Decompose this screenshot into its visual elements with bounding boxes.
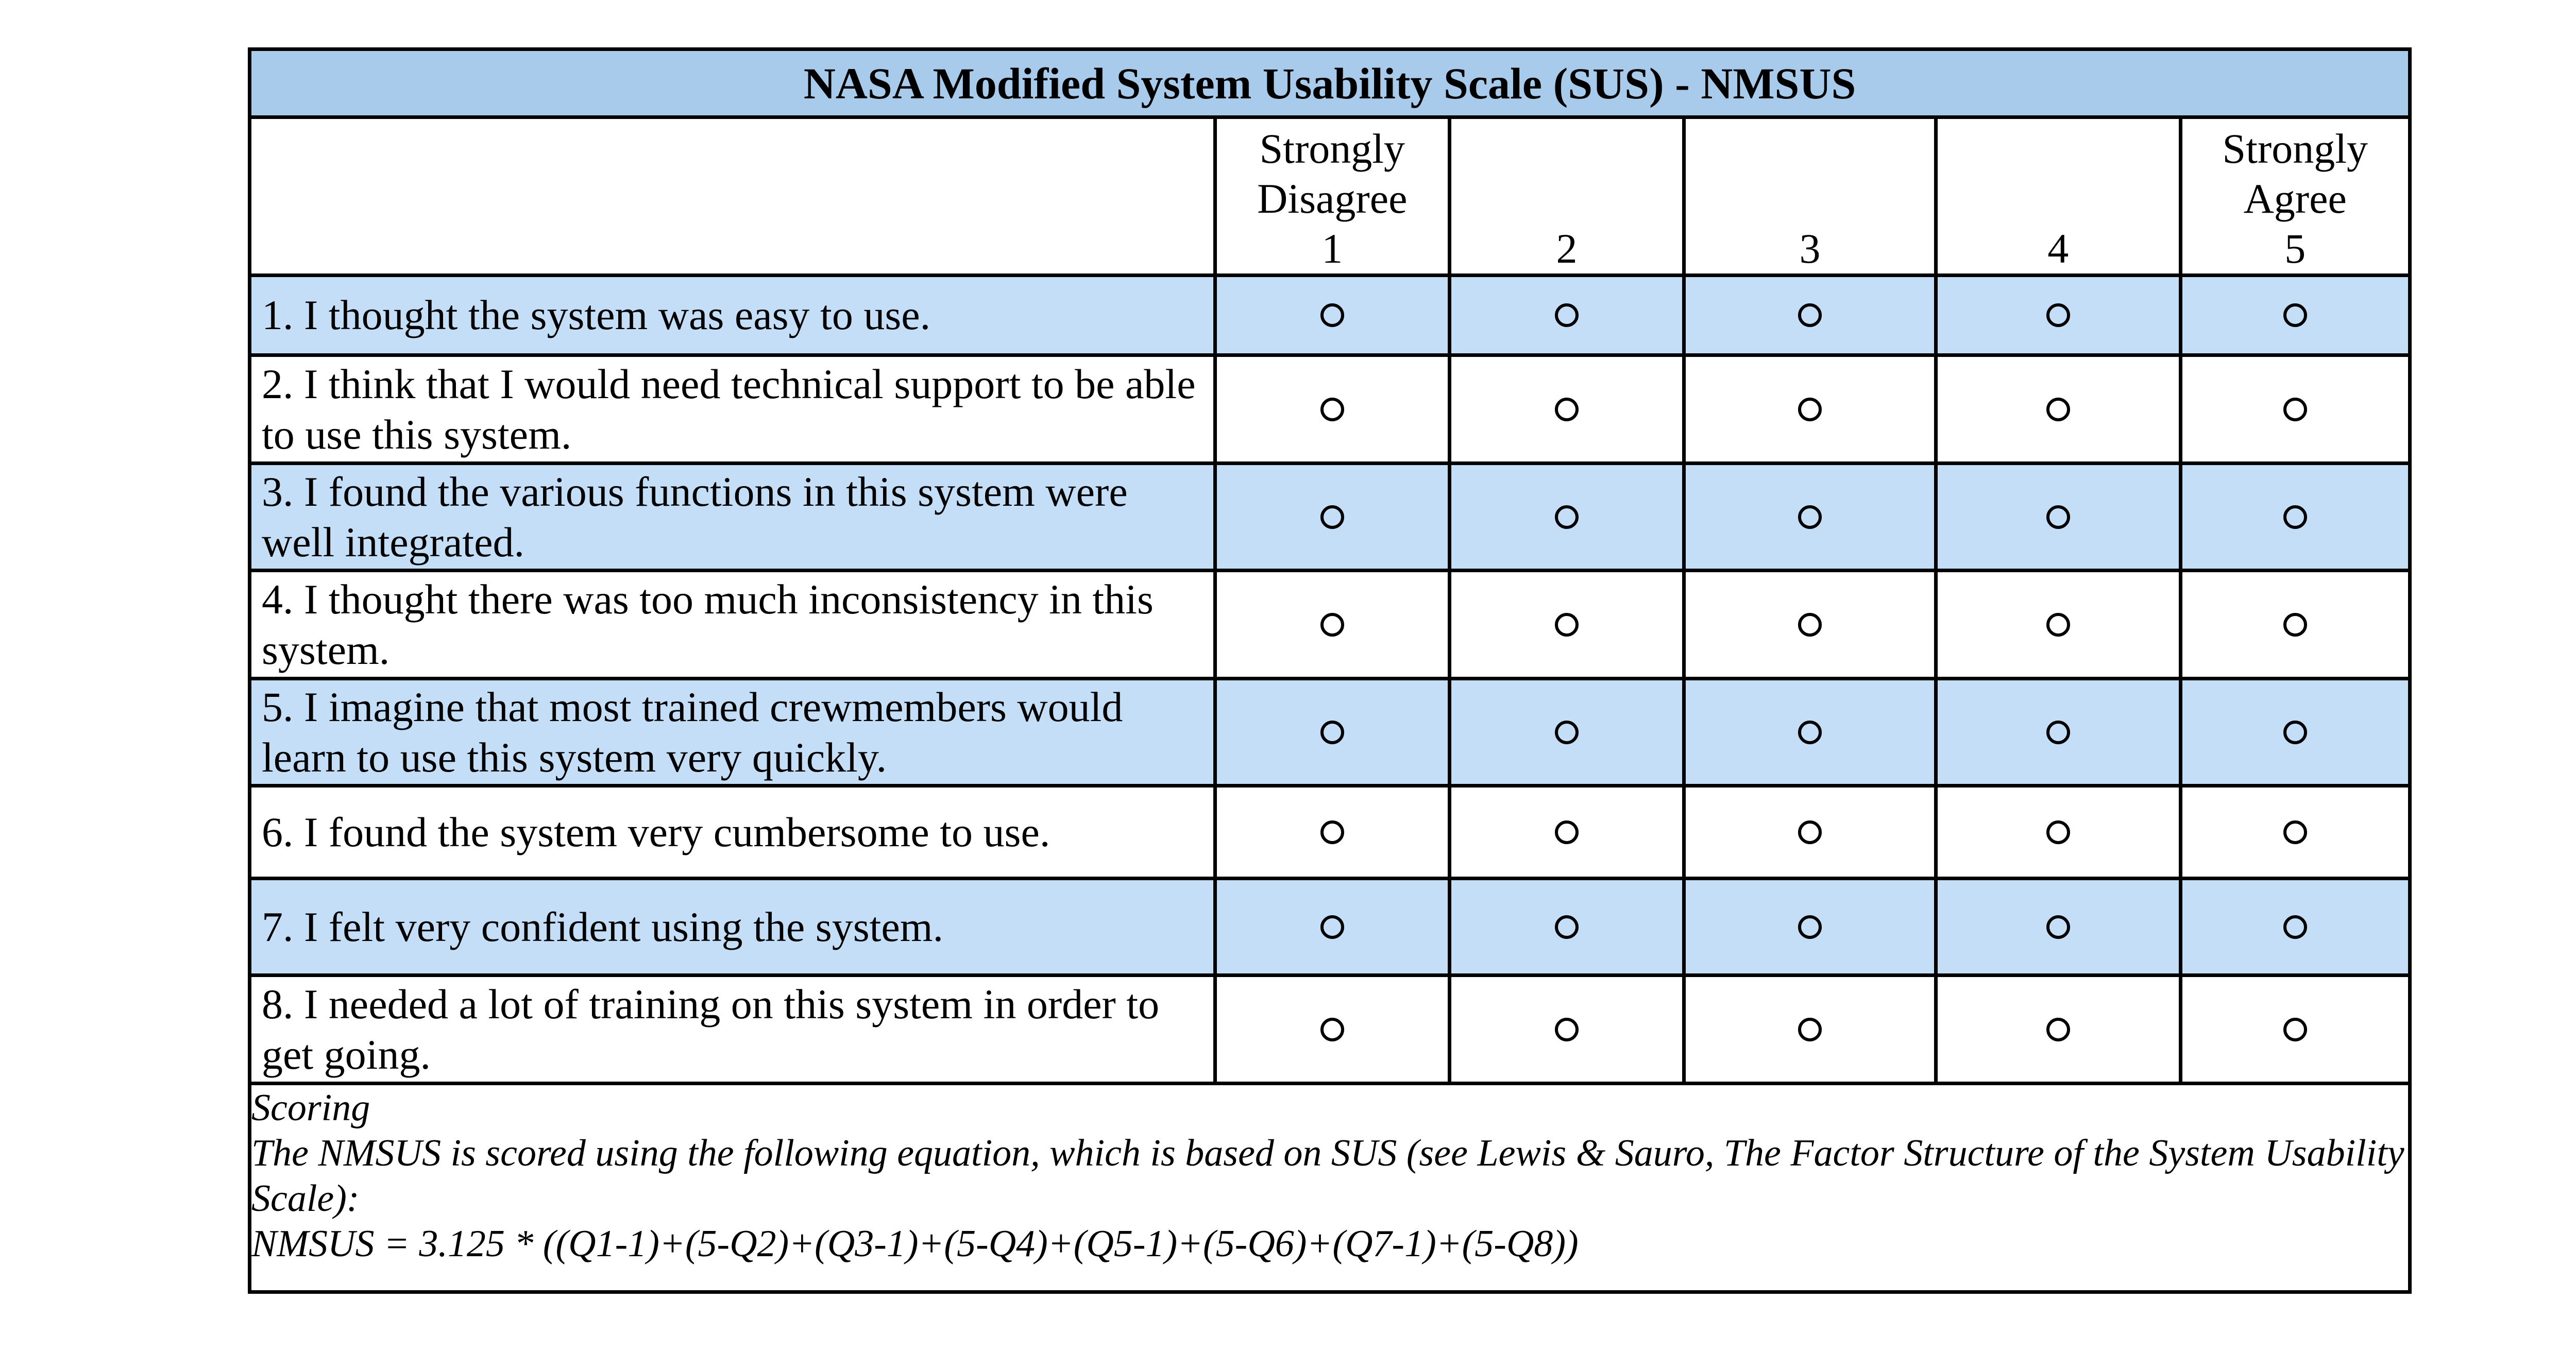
radio-circle-icon[interactable] [2283, 721, 2307, 744]
radio-circle-icon[interactable] [1555, 820, 1579, 844]
scale-header-3 [1684, 117, 1936, 276]
scale-header-3-num: 3 [1799, 225, 1821, 272]
scale-header-1-mid: Disagree [1257, 175, 1408, 222]
question-text-5: 5. I imagine that most trained crewmembers would learn to use this system very quickly. [250, 679, 1215, 786]
question-row-1 [250, 276, 2410, 355]
scale-header-5-mid: Agree [2243, 175, 2347, 222]
scale-header-5-top: Strongly [2222, 125, 2368, 172]
radio-circle-icon[interactable] [1798, 1018, 1822, 1041]
radio-circle-icon[interactable] [2046, 820, 2070, 844]
radio-circle-icon[interactable] [1320, 613, 1344, 637]
radio-circle-icon[interactable] [1555, 613, 1579, 637]
statement-header-blank [250, 117, 1215, 276]
scoring-description: The NMSUS is scored using the following equation, which is based on SUS (see Lewis & Sauro, The Factor Structure of the System Usability Scale): [251, 1132, 2404, 1220]
radio-circle-icon[interactable] [1320, 820, 1344, 844]
question-text-2: 2. I think that I would need technical support to be able to use this system. [250, 355, 1215, 464]
radio-circle-icon[interactable] [1798, 820, 1822, 844]
form-title: NASA Modified System Usability Scale (SUS) - NMSUS [250, 49, 2410, 117]
radio-circle-icon[interactable] [1798, 303, 1822, 327]
scale-header-5-num: 5 [2284, 225, 2306, 272]
radio-circle-icon[interactable] [1798, 398, 1822, 421]
question-row-6 [250, 786, 2410, 879]
radio-circle-icon[interactable] [2046, 303, 2070, 327]
radio-circle-icon[interactable] [2283, 398, 2307, 421]
radio-circle-icon[interactable] [2046, 915, 2070, 939]
scoring-section [250, 1084, 2410, 1292]
question-row-4 [250, 571, 2410, 679]
radio-circle-icon[interactable] [1798, 613, 1822, 637]
scoring-cell [250, 1084, 2410, 1292]
scale-header-1-num: 1 [1321, 225, 1343, 272]
question-row-5 [250, 679, 2410, 786]
scale-header-2-num: 2 [1556, 225, 1578, 272]
scale-header-5 [2180, 117, 2410, 276]
radio-circle-icon[interactable] [2046, 1018, 2070, 1041]
scale-header-4-num: 4 [2047, 225, 2069, 272]
scoring-equation: NMSUS = 3.125 * ((Q1-1)+(5-Q2)+(Q3-1)+(5-Q4)+(Q5-1)+(5-Q6)+(Q7-1)+(5-Q8)) [251, 1223, 1579, 1265]
radio-circle-icon[interactable] [2046, 505, 2070, 529]
scale-header-1 [1215, 117, 1449, 276]
nmsus-table [248, 47, 2412, 1294]
scoring-heading: Scoring [251, 1087, 370, 1129]
question-row-3 [250, 464, 2410, 571]
radio-circle-icon[interactable] [2283, 505, 2307, 529]
radio-circle-icon[interactable] [1798, 505, 1822, 529]
radio-circle-icon[interactable] [2283, 915, 2307, 939]
radio-circle-icon[interactable] [2046, 398, 2070, 421]
radio-circle-icon[interactable] [1798, 721, 1822, 744]
scale-header-2 [1449, 117, 1684, 276]
question-row-2 [250, 355, 2410, 464]
radio-circle-icon[interactable] [1555, 303, 1579, 327]
question-text-6: 6. I found the system very cumbersome to use. [250, 786, 1215, 879]
radio-circle-icon[interactable] [1798, 915, 1822, 939]
radio-circle-icon[interactable] [1555, 505, 1579, 529]
question-row-8 [250, 976, 2410, 1084]
question-text-3: 3. I found the various functions in this system were well integrated. [250, 464, 1215, 571]
radio-circle-icon[interactable] [1320, 721, 1344, 744]
radio-circle-icon[interactable] [1320, 303, 1344, 327]
question-row-7 [250, 879, 2410, 976]
radio-circle-icon[interactable] [1555, 721, 1579, 744]
radio-circle-icon[interactable] [1555, 1018, 1579, 1041]
radio-circle-icon[interactable] [2046, 613, 2070, 637]
nmsus-form [248, 47, 2412, 1294]
question-text-1: 1. I thought the system was easy to use. [250, 276, 1215, 355]
radio-circle-icon[interactable] [2283, 1018, 2307, 1041]
radio-circle-icon[interactable] [1555, 915, 1579, 939]
question-text-7: 7. I felt very confident using the system. [250, 879, 1215, 976]
question-text-4: 4. I thought there was too much inconsistency in this system. [250, 571, 1215, 679]
radio-circle-icon[interactable] [2283, 820, 2307, 844]
radio-circle-icon[interactable] [1320, 398, 1344, 421]
radio-circle-icon[interactable] [2283, 303, 2307, 327]
radio-circle-icon[interactable] [1320, 505, 1344, 529]
radio-circle-icon[interactable] [2283, 613, 2307, 637]
question-text-8: 8. I needed a lot of training on this system in order to get going. [250, 976, 1215, 1084]
radio-circle-icon[interactable] [1555, 398, 1579, 421]
scale-header-4 [1936, 117, 2180, 276]
radio-circle-icon[interactable] [1320, 1018, 1344, 1041]
scale-header-1-top: Strongly [1259, 125, 1405, 172]
radio-circle-icon[interactable] [2046, 721, 2070, 744]
radio-circle-icon[interactable] [1320, 915, 1344, 939]
